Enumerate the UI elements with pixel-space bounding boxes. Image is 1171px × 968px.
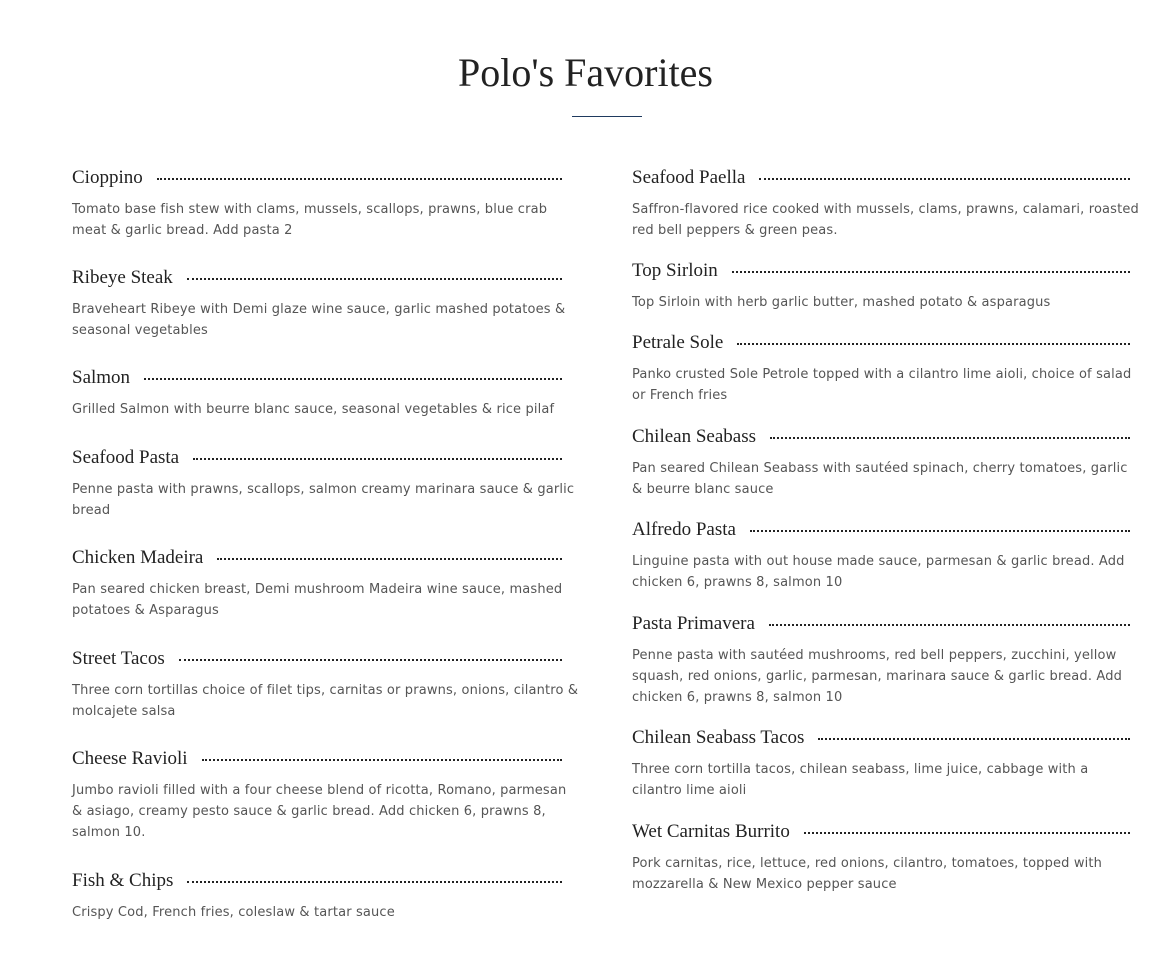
menu-item-name: Chilean Seabass (632, 426, 757, 447)
dotted-leader (750, 530, 1130, 532)
menu-item-description: Three corn tortillas choice of filet tips, carnitas or prawns, onions, cilantro & molcajete salsa (72, 683, 579, 719)
menu-item (72, 645, 580, 722)
dotted-leader (770, 437, 1130, 439)
dotted-leader (818, 738, 1130, 740)
menu-item (632, 818, 1140, 895)
menu-item (632, 257, 1140, 313)
menu-item-description: Three corn tortilla tacos, chilean seabass, lime juice, cabbage with a cilantro lime aioli (632, 762, 1089, 798)
menu-item-description: Panko crusted Sole Petrole topped with a cilantro lime aioli, choice of salad or French fries (632, 367, 1132, 403)
menu-item (72, 164, 580, 241)
dotted-leader (732, 271, 1130, 273)
menu-item (632, 423, 1140, 500)
menu-item-name: Pasta Primavera (632, 613, 755, 634)
menu-item-name: Salmon (72, 367, 131, 388)
menu-item-name: Chicken Madeira (72, 547, 204, 568)
menu-item-name: Top Sirloin (632, 260, 718, 281)
menu-item (632, 724, 1140, 801)
dotted-leader (179, 659, 562, 661)
dotted-leader (187, 278, 562, 280)
menu-item-name: Fish & Chips (72, 870, 174, 891)
dotted-leader (144, 378, 562, 380)
menu-item-name: Seafood Paella (632, 167, 746, 188)
menu-item (72, 264, 580, 341)
dotted-leader (804, 832, 1130, 834)
menu-item-description: Pork carnitas, rice, lettuce, red onions, cilantro, tomatoes, topped with mozzarella & New Mexico pepper sauce (632, 856, 1102, 892)
menu-item (632, 610, 1140, 708)
menu-item (632, 164, 1140, 241)
menu-item-name: Cheese Ravioli (72, 748, 188, 769)
page-title: Polo's Favorites (458, 50, 713, 95)
dotted-leader (193, 458, 562, 460)
menu-item-name: Chilean Seabass Tacos (632, 727, 805, 748)
menu-item-name: Ribeye Steak (72, 267, 173, 288)
menu-item-name: Cioppino (72, 167, 143, 188)
menu-item-name: Petrale Sole (632, 332, 724, 353)
menu-item-description: Braveheart Ribeye with Demi glaze wine sauce, garlic mashed potatoes & seasonal vegetables (72, 302, 566, 338)
menu-item-description: Penne pasta with prawns, scallops, salmon creamy marinara sauce & garlic bread (72, 482, 575, 518)
menu-item-name: Street Tacos (72, 648, 165, 669)
menu-item-description: Pan seared Chilean Seabass with sautéed spinach, cherry tomatoes, garlic & beurre blanc sauce (632, 461, 1128, 497)
dotted-leader (759, 178, 1130, 180)
menu-item-description: Top Sirloin with herb garlic butter, mashed potato & asparagus (632, 295, 1051, 310)
menu-item (72, 444, 580, 521)
menu-item (72, 745, 580, 843)
menu-item-description: Pan seared chicken breast, Demi mushroom Madeira wine sauce, mashed potatoes & Asparagus (72, 582, 563, 618)
title-divider (572, 116, 642, 117)
menu-item-description: Penne pasta with sautéed mushrooms, red bell peppers, zucchini, yellow squash, red onions, garlic, parmesan, marinara sauce & garlic bread. Add chicken 6, prawns 8, salmon 10 (632, 648, 1123, 705)
menu-item-description: Tomato base fish stew with clams, mussels, scallops, prawns, blue crab meat & garlic bread. Add pasta 2 (72, 202, 548, 238)
dotted-leader (157, 178, 562, 180)
menu-item-name: Alfredo Pasta (632, 519, 736, 540)
dotted-leader (737, 343, 1130, 345)
menu-item (632, 329, 1140, 406)
menu-item-name: Seafood Pasta (72, 447, 180, 468)
dotted-leader (187, 881, 562, 883)
menu-item-name: Wet Carnitas Burrito (632, 821, 790, 842)
menu-item-description: Linguine pasta with out house made sauce, parmesan & garlic bread. Add chicken 6, prawns 8, salmon 10 (632, 554, 1125, 590)
menu-item (72, 364, 580, 420)
menu-item-description: Saffron-flavored rice cooked with mussels, clams, prawns, calamari, roasted red bell peppers & green peas. (632, 202, 1139, 238)
dotted-leader (202, 759, 562, 761)
menu-item (72, 867, 580, 923)
menu-item-description: Grilled Salmon with beurre blanc sauce, seasonal vegetables & rice pilaf (72, 402, 555, 417)
dotted-leader (769, 624, 1130, 626)
menu-item-description: Crispy Cod, French fries, coleslaw & tartar sauce (72, 905, 395, 920)
menu-item (72, 544, 580, 621)
dotted-leader (217, 558, 562, 560)
menu-item (632, 516, 1140, 593)
menu-item-description: Jumbo ravioli filled with a four cheese blend of ricotta, Romano, parmesan & asiago, creamy pesto sauce & garlic bread. Add chicken 6, prawns 8, salmon 10. (72, 783, 567, 840)
